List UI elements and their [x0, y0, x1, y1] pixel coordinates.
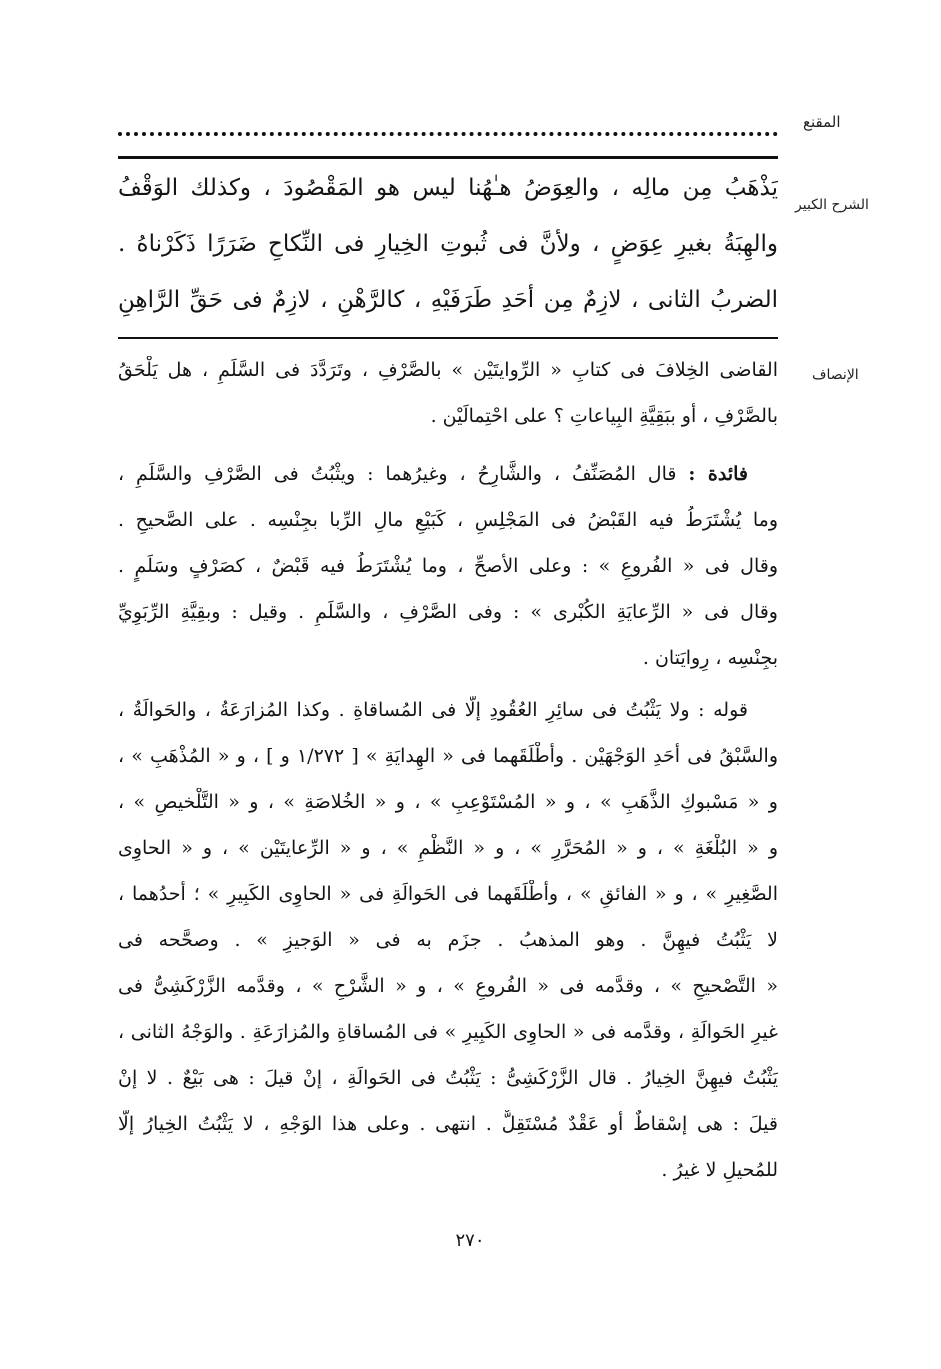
section-divider-rule: [118, 337, 778, 339]
insaf-line: الصَّغِيرِ » ، و « الفائقِ » ، وأطْلَقَهما فى الحَوالَةِ فى « الحاوِى الكَبِيرِ » ؛ أحدُهما ،: [118, 883, 778, 905]
insaf-line: قيلَ : هى إسْقاطٌ أو عَقْدٌ مُسْتَقِلٌّ . انتهى . وعلى هذا الوَجْهِ ، لا يَثْبُتُ الخِيارُ إلَّا: [118, 1113, 778, 1135]
header-dotted-rule: [118, 122, 778, 136]
faida-line: [118, 460, 778, 494]
insaf-line: بجِنْسِه ، رِوايَتان .: [642, 647, 778, 669]
sharh-line: والهِبَةُ بغيرِ عِوَضٍ ، ولأنَّ فى ثُبوتِ الخِيارِ فى النِّكاحِ ضَرَرًا ذَكَرْناهُ .: [118, 231, 778, 257]
insaf-line: و « البُلْغَةِ » ، و « المُحَرَّرِ » ، و « النَّظْمِ » ، و « الرِّعايتَيْن » ، و « الحاوِى: [118, 837, 778, 859]
insaf-line: وقال فى « الرِّعايَةِ الكُبْرى » : وفى الصَّرْفِ ، والسَّلَمِ . وقيل : وبقِيَّةِ الرِّبَوِيِّ: [118, 601, 778, 623]
insaf-line: بالصَّرْفِ ، أو ببَقِيَّةِ البِياعاتِ ؟ على احْتِمالَيْن .: [430, 405, 778, 427]
insaf-line: و « مَسْبوكِ الذَّهَبِ » ، و « المُسْتَوْعِبِ » ، و « الخُلاصَةِ » ، و « التَّلْخيصِ » ،: [118, 791, 778, 813]
insaf-line: وقال فى « الفُروعِ » : وعلى الأصحِّ ، وما يُشْتَرَطُ فيه قَبْضٌ ، كصَرْفٍ وسَلَمٍ .: [118, 555, 778, 577]
insaf-line: لا يَثْبُتُ فيهِنَّ . وهو المذهبُ . جزَم به فى « الوَجيزِ » . وصحَّحه فى: [118, 929, 778, 951]
faida-label: فائدة :: [688, 463, 749, 485]
insaf-line: يَثْبُتُ فيهِنَّ الخِيارُ . قال الزَّرْكَشِىُّ : يَثْبُتُ فى الحَوالَةِ ، إنْ قيلَ : هى بَيْعٌ . لا إنْ: [118, 1067, 778, 1089]
insaf-line: « التَّصْحيحِ » ، وقدَّمه فى « الفُروعِ » ، و « الشَّرْحِ » ، وقدَّمه الزَّرْكَشِىُّ فى: [118, 975, 778, 997]
header-thick-rule: [118, 156, 778, 159]
page-number: ٢٧٠: [455, 1230, 485, 1251]
insaf-line: القاضى الخِلافَ فى كتابِ « الرِّوايتَيْن » بالصَّرْفِ ، وتَرَدَّدَ فى السَّلَمِ ، هل يَلْحَقُ: [118, 359, 778, 381]
insaf-line: غيرِ الحَوالَةِ ، وقدَّمه فى « الحاوِى الكَبِيرِ » فى المُساقاةِ والمُزارَعَةِ . والوَجْهُ الثانى ،: [118, 1021, 778, 1043]
faida-text: قال المُصَنِّفُ ، والشَّارِحُ ، وغيرُهما : ويثْبُتُ فى الصَّرْفِ والسَّلَمِ ،: [118, 463, 689, 485]
insaf-section-label: الإنصاف: [812, 367, 859, 383]
sharh-line: الضربُ الثانى ، لازِمٌ مِن أحَدِ طَرَفَيْهِ ، كالرَّهْنِ ، لازِمٌ فى حَقِّ الرَّاهِنِ: [118, 287, 778, 313]
running-header-title: المقنع: [803, 113, 841, 131]
sharh-line: يَذْهَبُ مِن مالِه ، والعِوَضُ هـٰهُنا ليس هو المَقْصُودَ ، وكذلك الوَقْفُ: [118, 175, 778, 201]
insaf-line: للمُحيلِ لا غيرُ .: [661, 1159, 778, 1181]
sharh-section-label: الشرح الكبير: [795, 197, 869, 213]
insaf-line: قوله : ولا يَثْبُتُ فى سائِرِ العُقُودِ إلَّا فى المُساقاةِ . وكذا المُزارَعَةُ ، والحَوالَةُ ،: [118, 699, 748, 721]
insaf-line: والسَّبْقُ فى أحَدِ الوَجْهَيْن . وأطْلَقَهما فى « الهِدايَةِ » [ ١/٢٧٢ و ] ، و « المُذْهَبِ » ،: [118, 745, 778, 767]
insaf-line: وما يُشْتَرَطُ فيه القَبْضُ فى المَجْلِسِ ، كَبَيْعِ مالِ الرِّبا بجِنْسِه . على الصَّحيحِ .: [118, 509, 778, 531]
